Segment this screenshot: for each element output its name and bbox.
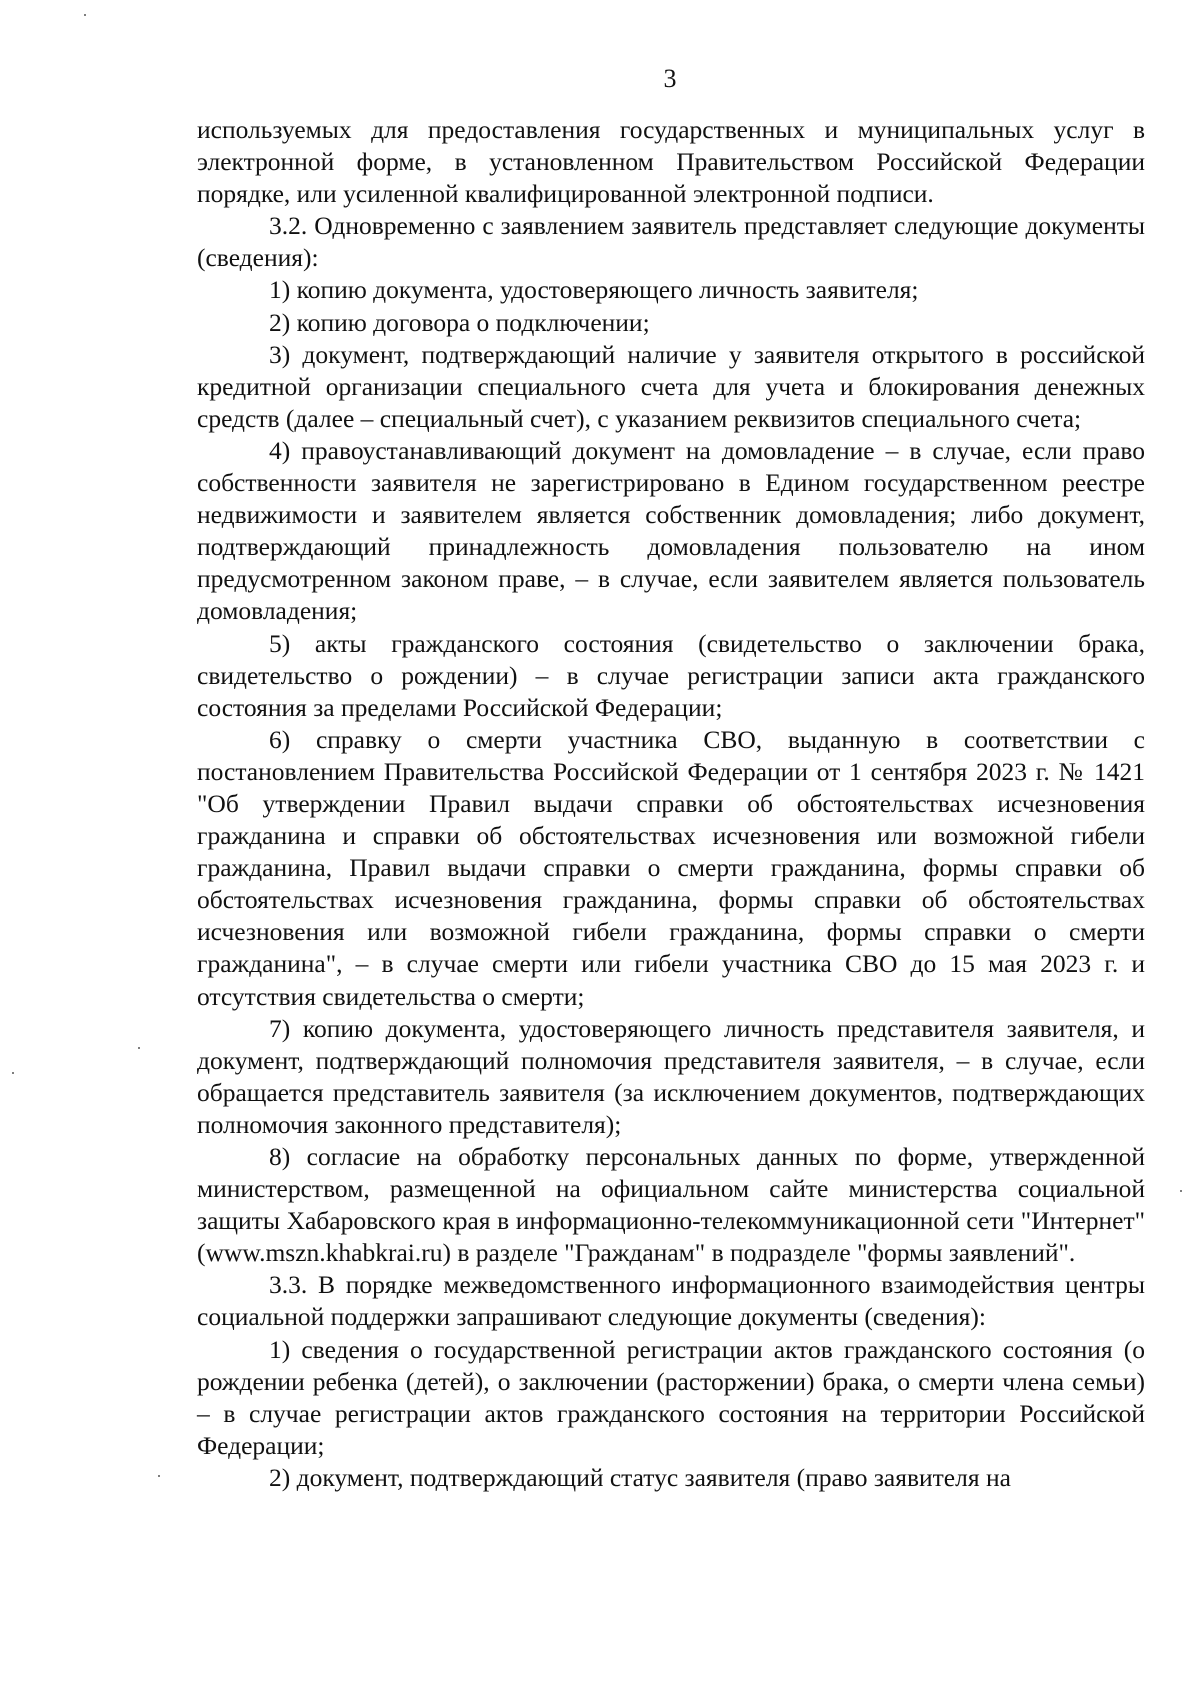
list-item: 6) справку о смерти участника СВО, выданную в соответствии с постановлением Правительства Российской Федерации от 1 сентября 2023 г. № 1421 "Об утверждении Правил выдачи справки об обстоятельствах исчезновения гражданина и справки об обстоятельствах исчезновения или возможной гибели гражданина, Правил выдачи справки о смерти гражданина, формы справки об обстоятельствах исчезновения гражданина, формы справки об обстоятельствах исчезновения или возможной гибели гражданина, формы справки о смерти гражданина", – в случае смерти или гибели участника СВО до 15 мая 2023 г. и отсутствия свидетельства о смерти; xyxy=(197,724,1145,1011)
document-body xyxy=(197,114,1145,1494)
list-item: 5) акты гражданского состояния (свидетельство о заключении брака, свидетельство о рождении) – в случае регистрации записи акта гражданского состояния за пределами Российской Федерации; xyxy=(197,628,1145,722)
list-item: 2) документ, подтверждающий статус заявителя (право заявителя на xyxy=(269,1462,1011,1492)
list-item: 1) копию документа, удостоверяющего личность заявителя; xyxy=(269,275,919,305)
list-item: 3) документ, подтверждающий наличие у заявителя открытого в российской кредитной организации специального счета для учета и блокирования денежных средств (далее – специальный счет), с указанием реквизитов специального счета; xyxy=(197,339,1145,433)
list-item: 4) правоустанавливающий документ на домовладение – в случае, если право собственности заявителя не зарегистрировано в Едином государственном реестре недвижимости и заявителем является собственник домовладения; либо документ, подтверждающий принадлежность домовладения пользователю на ином предусмотренном законом праве, – в случае, если заявителем является пользователь домовладения; xyxy=(197,435,1145,626)
scan-speck xyxy=(12,1072,14,1074)
scan-speck xyxy=(84,14,86,16)
list-item: 2) копию договора о подключении; xyxy=(269,307,650,337)
page-number: 3 xyxy=(663,64,677,93)
clause-3-3: 3.3. В порядке межведомственного информационного взаимодействия центры социальной поддержки запрашивают следующие документы (сведения): xyxy=(197,1270,1145,1332)
clause-3-2: 3.2. Одновременно с заявлением заявитель представляет следующие документы (сведения): xyxy=(197,211,1145,273)
scan-speck xyxy=(138,1047,140,1049)
scan-speck xyxy=(1180,1190,1182,1192)
list-item: 1) сведения о государственной регистрации актов гражданского состояния (о рождении ребенка (детей), о заключении (расторжении) брака, о смерти члена семьи) – в случае регистрации актов гражданского состояния на территории Российской Федерации; xyxy=(197,1334,1145,1460)
list-item: 8) согласие на обработку персональных данных по форме, утвержденной министерством, размещенной на официальном сайте министерства социальной защиты Хабаровского края в информационно-телекоммуникационной сети "Интернет" (www.mszn.khabkrai.ru) в разделе "Гражданам" в подразделе "формы заявлений". xyxy=(197,1142,1145,1268)
paragraph-continuation: используемых для предоставления государственных и муниципальных услуг в электронной форме, в установленном Правительством Российской Федерации порядке, или усиленной квалифицированной электронной подписи. xyxy=(197,115,1145,209)
list-item: 7) копию документа, удостоверяющего личность представителя заявителя, и документ, подтверждающий полномочия представителя заявителя, – в случае, если обращается представитель заявителя (за исключением документов, подтверждающих полномочия законного представителя); xyxy=(197,1013,1145,1139)
scan-speck xyxy=(158,1475,160,1477)
